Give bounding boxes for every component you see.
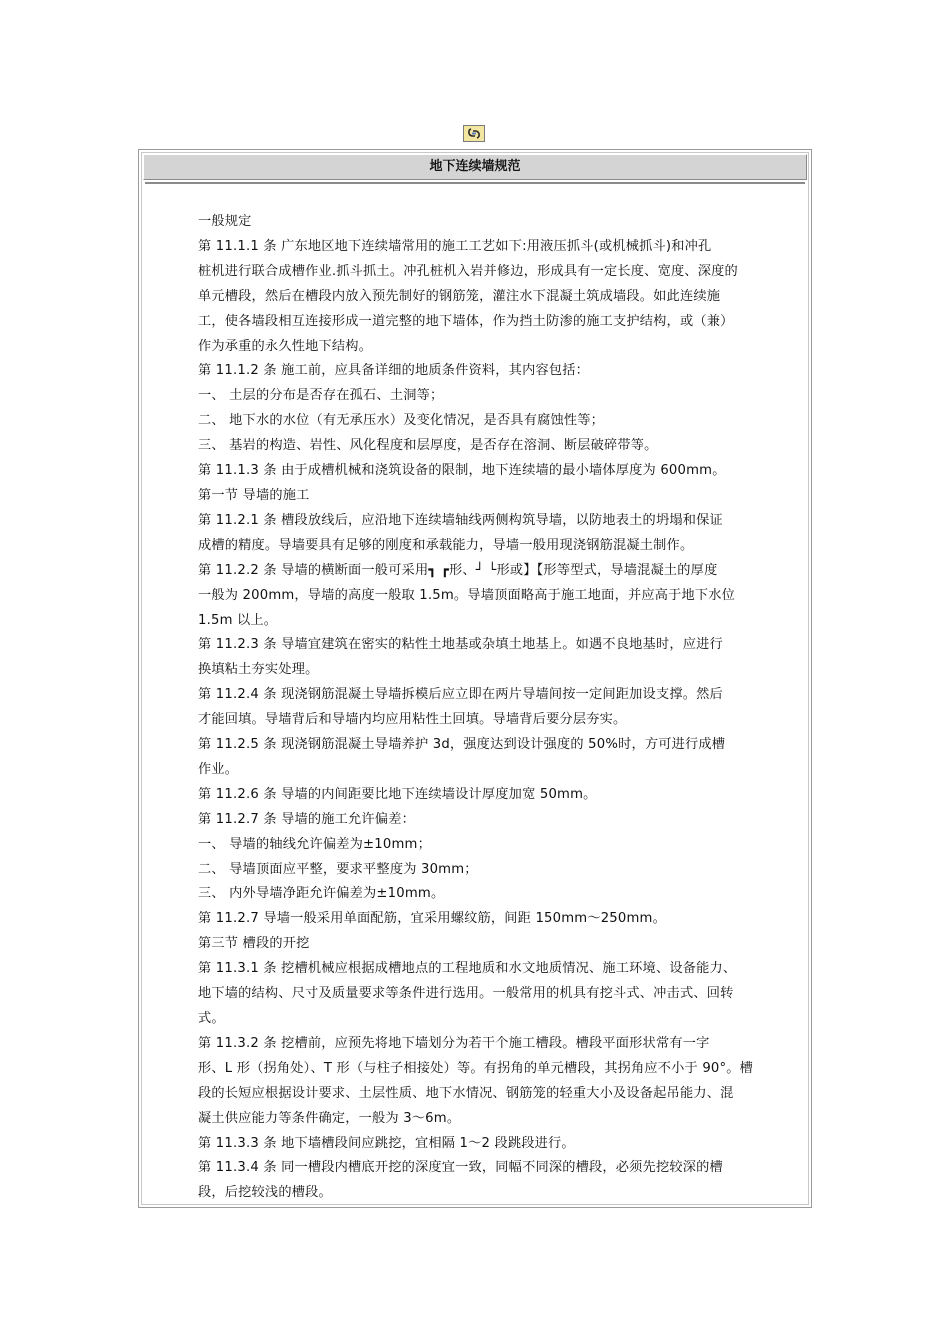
body-line: 第 11.2.7 条 导墙的施工允许偏差： bbox=[198, 811, 415, 827]
body-line: 第 11.1.1 条 广东地区地下连续墙常用的施工工艺如下:用液压抓斗(或机械抓斗)和冲孔 bbox=[198, 238, 712, 254]
body-line: 成槽的精度。导墙要具有足够的刚度和承载能力，导墙一般用现浇钢筋混凝土制作。 bbox=[198, 537, 694, 553]
body-line: 1.5m 以上。 bbox=[198, 612, 278, 628]
body-line: 第 11.2.3 条 导墙宜建筑在密实的粘性土地基或杂填土地基上。如遇不良地基时，应进行 bbox=[198, 637, 723, 653]
body-line: 第 11.2.6 条 导墙的内间距要比地下连续墙设计厚度加宽 50mm。 bbox=[198, 786, 597, 802]
body-line: 第 11.2.7 导墙一般采用单面配筋，宜采用螺纹筋，间距 150mm～250mm。 bbox=[198, 911, 666, 927]
body-line: 作业。 bbox=[198, 761, 239, 777]
document-body bbox=[198, 210, 758, 1206]
body-line: 第 11.1.2 条 施工前，应具备详细的地质条件资料，其内容包括： bbox=[198, 363, 590, 379]
body-line: 第 11.2.4 条 现浇钢筋混凝土导墙拆模后应立即在两片导墙间按一定间距加设支撑。然后 bbox=[198, 687, 723, 703]
body-line: 工，使各墙段相互连接形成一道完整的地下墙体，作为挡土防渗的施工支护结构，或（兼） bbox=[198, 313, 734, 329]
body-line: 才能回填。导墙背后和导墙内均应用粘性土回填。导墙背后要分层夯实。 bbox=[198, 712, 627, 728]
body-line: 第 11.2.5 条 现浇钢筋混凝土导墙养护 3d，强度达到设计强度的 50%时，方可进行成槽 bbox=[198, 737, 726, 753]
body-line: 一、 导墙的轴线允许偏差为±10mm； bbox=[198, 836, 431, 852]
body-line: 形、L 形（拐角处）、T 形（与柱子相接处）等。有拐角的单元槽段，其拐角应不小于 90°。槽 bbox=[198, 1060, 754, 1076]
body-line: 凝土供应能力等条件确定，一般为 3～6m。 bbox=[198, 1110, 461, 1126]
body-line: 三、 基岩的构造、岩性、风化程度和层厚度，是否存在溶洞、断层破碎带等。 bbox=[198, 438, 658, 454]
body-line: 第 11.3.1 条 挖槽机械应根据成槽地点的工程地质和水文地质情况、施工环境、设备能力、 bbox=[198, 961, 737, 977]
body-line: 第三节 槽段的开挖 bbox=[198, 936, 310, 952]
body-line: 三、 内外导墙净距允许偏差为±10mm。 bbox=[198, 886, 445, 902]
document-title-bar bbox=[143, 154, 807, 180]
body-line: 第 11.3.3 条 地下墙槽段间应跳挖，宜相隔 1～2 段跳段进行。 bbox=[198, 1135, 575, 1151]
body-line: 式。 bbox=[198, 1011, 225, 1026]
body-line: 单元槽段，然后在槽段内放入预先制好的钢筋笼，灌注水下混凝土筑成墙段。如此连续施 bbox=[198, 288, 721, 304]
body-line: 一、 土层的分布是否存在孤石、土洞等； bbox=[198, 388, 444, 404]
document-title: 地下连续墙规范 bbox=[429, 159, 521, 174]
document-frame bbox=[138, 149, 812, 1208]
body-line: 一般为 200mm，导墙的高度一般取 1.5m。导墙顶面略高于施工地面，并应高于地下水位 bbox=[198, 587, 736, 603]
body-line: 作为承重的永久性地下结构。 bbox=[198, 338, 373, 354]
body-line: 桩机进行联合成槽作业.抓斗抓土。冲孔桩机入岩并修边，形成具有一定长度、宽度、深度的 bbox=[198, 263, 738, 279]
body-line: 第一节 导墙的施工 bbox=[198, 487, 310, 503]
body-line: 第 11.3.2 条 挖槽前，应预先将地下墙划分为若干个施工槽段。槽段平面形状常有一字 bbox=[198, 1035, 710, 1051]
document-link-icon[interactable] bbox=[463, 125, 485, 142]
body-line: 第 11.1.3 条 由于成槽机械和浇筑设备的限制，地下连续墙的最小墙体厚度为 600mm。 bbox=[198, 463, 726, 479]
body-line: 第 11.2.2 条 导墙的横断面一般可采用┓ ┏形、┘ └形或】【形等型式，导墙混凝土的厚度 bbox=[198, 562, 718, 578]
body-line: 二、 地下水的水位（有无承压水）及变化情况，是否具有腐蚀性等； bbox=[198, 413, 605, 429]
title-divider bbox=[145, 182, 805, 185]
body-line: 段的长短应根据设计要求、土层性质、地下水情况、钢筋笼的轻重大小及设备起吊能力、混 bbox=[198, 1085, 734, 1101]
body-line: 一般规定 bbox=[198, 214, 252, 229]
body-line: 地下墙的结构、尺寸及质量要求等条件进行选用。一般常用的机具有挖斗式、冲击式、回转 bbox=[198, 986, 734, 1002]
body-line: 二、 导墙顶面应平整，要求平整度为 30mm； bbox=[198, 861, 478, 877]
body-line: 第 11.2.1 条 槽段放线后，应沿地下连续墙轴线两侧构筑导墙，以防地表土的坍塌和保证 bbox=[198, 512, 723, 528]
body-line: 段，后挖较浅的槽段。 bbox=[198, 1185, 332, 1201]
body-line: 换填粘土夯实处理。 bbox=[198, 662, 319, 678]
body-line: 第 11.3.4 条 同一槽段内槽底开挖的深度宜一致，同幅不同深的槽段，必须先挖较深的槽 bbox=[198, 1160, 723, 1176]
